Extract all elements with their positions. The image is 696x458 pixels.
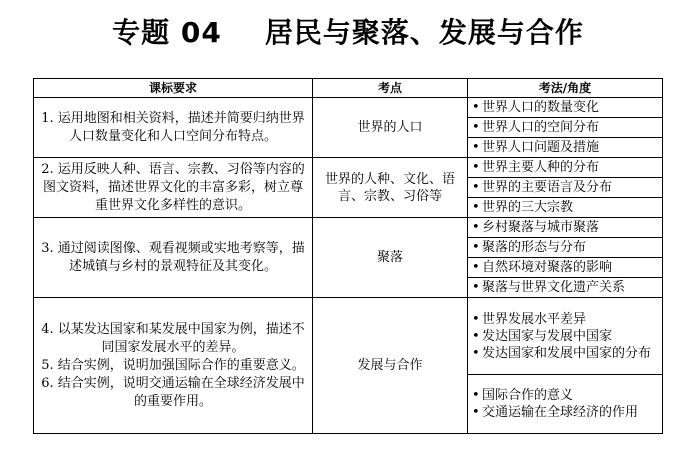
requirement-text: 1. 运用地图和相关资料，描述并简要归纳世界人口数量变化和人口空间分布特点。 (41, 110, 305, 144)
table-row (34, 298, 663, 375)
table-header-row (34, 79, 663, 98)
method-text: 世界发展水平差异 (482, 311, 587, 327)
method-line (472, 387, 658, 404)
method-cell (468, 278, 663, 298)
bullet-icon: • (472, 160, 480, 175)
requirement-text: 6. 结合实例，说明交通运输在全球经济发展中的重要作用。 (41, 375, 305, 409)
bullet-icon: • (472, 220, 480, 235)
bullet-icon: • (472, 388, 480, 403)
method-cell (468, 198, 663, 218)
method-line (472, 345, 658, 362)
method-cell (468, 138, 663, 158)
method-line (472, 311, 658, 328)
bullet-icon: • (472, 311, 480, 327)
page-title: 专题 04 居民与聚落、发展与合作 (112, 16, 584, 49)
bullet-icon: • (472, 260, 480, 275)
bullet-icon: • (472, 345, 480, 361)
bullet-icon: • (472, 140, 480, 155)
requirement-text: 3. 通过阅读图像、观看视频或实地考察等，描述城镇与乡村的景观特征及其变化。 (41, 240, 305, 274)
method-cell (468, 238, 663, 258)
table-row (34, 158, 663, 178)
bullet-icon: • (472, 240, 480, 255)
method-cell (468, 158, 663, 178)
method-cell (468, 258, 663, 278)
bullet-icon: • (472, 100, 480, 115)
bullet-icon: • (472, 328, 480, 344)
method-text: 国际合作的意义 (482, 388, 574, 403)
method-cell (468, 298, 663, 375)
method-cell (468, 375, 663, 434)
method-text: 交通运输在全球经济的作用 (482, 405, 639, 420)
bullet-icon: • (472, 180, 480, 195)
header-method: 考法/角度 (468, 79, 663, 98)
method-text: 世界的主要语言及分布 (482, 180, 613, 195)
method-cell (468, 178, 663, 198)
method-text: 发达国家与发展中国家 (482, 328, 613, 344)
requirement-cell (34, 158, 313, 218)
point-cell: 聚落 (313, 218, 468, 298)
bullet-icon: • (472, 200, 480, 215)
requirement-cell (34, 298, 313, 434)
bullet-icon: • (472, 280, 480, 295)
requirement-text: 2. 运用反映人种、语言、宗教、习俗等内容的图文资料，描述世界文化的丰富多彩，树立尊重世界文化多样性的意识。 (41, 161, 305, 213)
method-line (472, 404, 658, 421)
requirement-cell (34, 98, 313, 158)
point-cell: 发展与合作 (313, 298, 468, 434)
bullet-icon: • (472, 405, 480, 420)
point-cell: 世界的人口 (313, 98, 468, 158)
method-text: 世界人口的空间分布 (482, 120, 600, 135)
method-text: 乡村聚落与城市聚落 (482, 220, 600, 235)
method-text: 世界人口的数量变化 (482, 100, 600, 115)
method-cell (468, 218, 663, 238)
method-text: 世界的三大宗教 (482, 200, 574, 215)
bullet-icon: • (472, 120, 480, 135)
requirement-cell (34, 218, 313, 298)
requirement-text: 4. 以某发达国家和某发展中国家为例，描述不同国家发展水平的差异。 (41, 321, 305, 355)
method-cell (468, 118, 663, 138)
curriculum-table (33, 78, 663, 434)
method-cell (468, 98, 663, 118)
header-requirement: 课标要求 (34, 79, 313, 98)
point-cell: 世界的人种、文化、语言、宗教、习俗等 (313, 158, 468, 218)
method-text: 自然环境对聚落的影响 (482, 260, 613, 275)
table-row (34, 98, 663, 118)
method-text: 聚落的形态与分布 (482, 240, 587, 255)
header-point: 考点 (313, 79, 468, 98)
method-text: 聚落与世界文化遗产关系 (482, 280, 626, 295)
method-text: 世界主要人种的分布 (482, 160, 600, 175)
requirement-text: 5. 结合实例，说明加强国际合作的重要意义。 (41, 357, 305, 373)
method-text: 世界人口问题及措施 (482, 140, 600, 155)
method-line (472, 328, 658, 345)
method-text: 发达国家和发展中国家的分布 (482, 345, 652, 361)
table-row (34, 218, 663, 238)
